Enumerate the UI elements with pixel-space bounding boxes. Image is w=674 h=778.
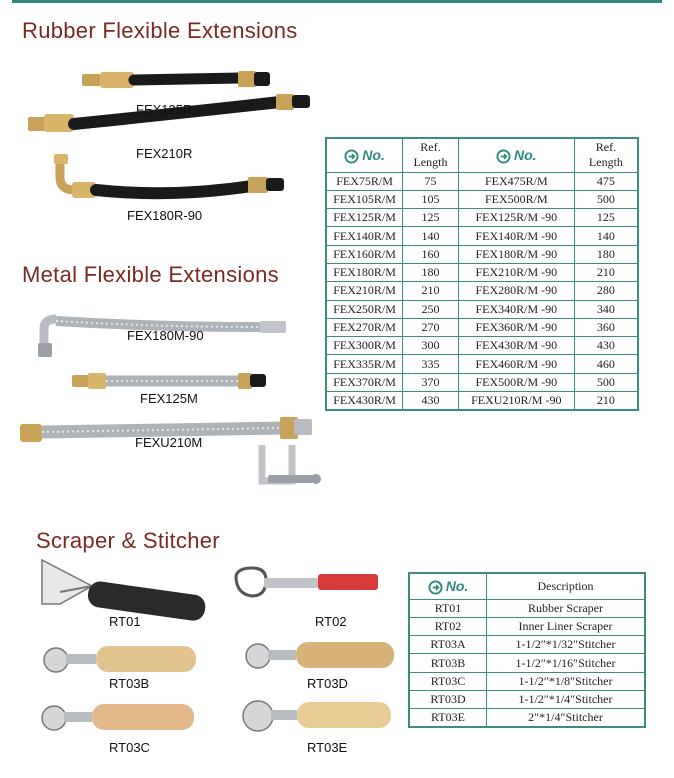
tools-table-row bbox=[409, 690, 645, 708]
header-no-1 bbox=[326, 138, 403, 172]
cell-no1: FEX75R/M bbox=[326, 172, 403, 190]
label-rt03d: RT03D bbox=[307, 676, 348, 691]
header-tool-no-label: No. bbox=[445, 577, 469, 594]
cell-no2: FEX460R/M -90 bbox=[458, 355, 574, 373]
label-fex210r: FEX210R bbox=[136, 146, 193, 161]
cell-no1: FEX370R/M bbox=[326, 373, 403, 391]
cell-no: RT03A bbox=[409, 636, 487, 654]
cell-len2: 340 bbox=[574, 300, 638, 318]
cell-no2: FEX360R/M -90 bbox=[458, 318, 574, 336]
tools-table-row bbox=[409, 617, 645, 635]
cell-no2: FEX125R/M -90 bbox=[458, 209, 574, 227]
cell-no2: FEX340R/M -90 bbox=[458, 300, 574, 318]
tools-table-row bbox=[409, 599, 645, 617]
extensions-table-row bbox=[326, 209, 638, 227]
extensions-table-row bbox=[326, 263, 638, 281]
extensions-table-row bbox=[326, 227, 638, 245]
cell-len1: 105 bbox=[403, 190, 459, 208]
cell-len2: 360 bbox=[574, 318, 638, 336]
circle-arrow-logo-icon bbox=[344, 149, 359, 164]
header-ref-length-2 bbox=[574, 138, 638, 172]
cell-no: RT03B bbox=[409, 654, 487, 672]
cell-no1: FEX300R/M bbox=[326, 337, 403, 355]
cell-description: 1-1/2″*1/4″Stitcher bbox=[487, 690, 646, 708]
extensions-table-row bbox=[326, 373, 638, 391]
cell-len1: 300 bbox=[403, 337, 459, 355]
cell-len2: 180 bbox=[574, 245, 638, 263]
label-fex125m: FEX125M bbox=[140, 391, 198, 406]
cell-no2: FEX430R/M -90 bbox=[458, 337, 574, 355]
extensions-table-row bbox=[326, 355, 638, 373]
cell-len2: 500 bbox=[574, 190, 638, 208]
cell-no1: FEX180R/M bbox=[326, 263, 403, 281]
cell-len1: 335 bbox=[403, 355, 459, 373]
cell-description: 1-1/2″*1/32″Stitcher bbox=[487, 636, 646, 654]
tools-table-row bbox=[409, 636, 645, 654]
cell-len2: 210 bbox=[574, 263, 638, 281]
header-ref-1: Ref. bbox=[420, 140, 441, 155]
header-ref-2: Ref. bbox=[595, 140, 617, 155]
label-fex180r90: FEX180R-90 bbox=[127, 208, 203, 223]
label-fex180m90: FEX180M-90 bbox=[127, 328, 204, 343]
cell-len1: 210 bbox=[403, 282, 459, 300]
cell-len1: 270 bbox=[403, 318, 459, 336]
cell-no1: FEX140R/M bbox=[326, 227, 403, 245]
label-rt01: RT01 bbox=[109, 614, 141, 629]
tools-table-row bbox=[409, 654, 645, 672]
cell-no2: FEX280R/M -90 bbox=[458, 282, 574, 300]
cell-description: 1-1/2″*1/8″Stitcher bbox=[487, 672, 646, 690]
label-fex125r: FEX125R bbox=[136, 102, 193, 117]
cell-no2: FEX180R/M -90 bbox=[458, 245, 574, 263]
cell-description: 2″*1/4″Stitcher bbox=[487, 709, 646, 727]
extensions-table-row bbox=[326, 172, 638, 190]
header-no-2 bbox=[458, 138, 574, 172]
cell-len2: 475 bbox=[574, 172, 638, 190]
tools-table-row bbox=[409, 709, 645, 727]
cell-no1: FEX160R/M bbox=[326, 245, 403, 263]
extensions-table-row bbox=[326, 300, 638, 318]
label-rt02: RT02 bbox=[315, 614, 347, 629]
extensions-table-row bbox=[326, 245, 638, 263]
extensions-table-row bbox=[326, 337, 638, 355]
heading-scraper-stitcher: Scraper & Stitcher bbox=[36, 528, 220, 553]
header-length-2: Length bbox=[588, 155, 623, 170]
cell-len2: 140 bbox=[574, 227, 638, 245]
label-rt03b: RT03B bbox=[109, 676, 150, 691]
cell-no2: FEXU210R/M -90 bbox=[458, 392, 574, 410]
header-tool-no bbox=[409, 573, 487, 599]
cell-no1: FEX105R/M bbox=[326, 190, 403, 208]
cell-description: Rubber Scraper bbox=[487, 599, 646, 617]
cell-no2: FEX140R/M -90 bbox=[458, 227, 574, 245]
header-no-1-label: No. bbox=[362, 146, 385, 163]
extensions-table-header bbox=[326, 138, 638, 172]
cell-len1: 430 bbox=[403, 392, 459, 410]
tools-table-row bbox=[409, 672, 645, 690]
heading-rubber-extensions: Rubber Flexible Extensions bbox=[22, 18, 298, 43]
extensions-table-row bbox=[326, 282, 638, 300]
cell-description: Inner Liner Scraper bbox=[487, 617, 646, 635]
header-no-2-label: No. bbox=[514, 146, 537, 163]
cell-len2: 500 bbox=[574, 373, 638, 391]
cell-no: RT03C bbox=[409, 672, 487, 690]
cell-no: RT03D bbox=[409, 690, 487, 708]
top-rule bbox=[12, 0, 662, 3]
cell-len1: 180 bbox=[403, 263, 459, 281]
heading-metal-extensions: Metal Flexible Extensions bbox=[22, 262, 279, 287]
cell-no2: FEX500R/M bbox=[458, 190, 574, 208]
extensions-table-row bbox=[326, 190, 638, 208]
cell-len1: 125 bbox=[403, 209, 459, 227]
extensions-table-row bbox=[326, 392, 638, 410]
header-description: Description bbox=[487, 573, 646, 599]
cell-no1: FEX270R/M bbox=[326, 318, 403, 336]
cell-len1: 250 bbox=[403, 300, 459, 318]
tools-table-header bbox=[409, 573, 645, 599]
cell-no2: FEX475R/M bbox=[458, 172, 574, 190]
label-rt03c: RT03C bbox=[109, 740, 150, 755]
cell-len2: 210 bbox=[574, 392, 638, 410]
circle-arrow-logo-icon bbox=[428, 580, 443, 595]
cell-no: RT01 bbox=[409, 599, 487, 617]
cell-len2: 125 bbox=[574, 209, 638, 227]
scraper-stitcher-photo bbox=[30, 552, 400, 762]
label-rt03e: RT03E bbox=[307, 740, 348, 755]
cell-no1: FEX430R/M bbox=[326, 392, 403, 410]
cell-len2: 280 bbox=[574, 282, 638, 300]
cell-len2: 460 bbox=[574, 355, 638, 373]
header-ref-length-1 bbox=[403, 138, 459, 172]
cell-no1: FEX125R/M bbox=[326, 209, 403, 227]
tools-table bbox=[408, 572, 646, 728]
extensions-table-row bbox=[326, 318, 638, 336]
cell-no1: FEX250R/M bbox=[326, 300, 403, 318]
cell-len1: 160 bbox=[403, 245, 459, 263]
cell-len2: 430 bbox=[574, 337, 638, 355]
cell-len1: 75 bbox=[403, 172, 459, 190]
cell-no2: FEX210R/M -90 bbox=[458, 263, 574, 281]
cell-no2: FEX500R/M -90 bbox=[458, 373, 574, 391]
cell-no1: FEX210R/M bbox=[326, 282, 403, 300]
cell-no: RT03E bbox=[409, 709, 487, 727]
cell-len1: 370 bbox=[403, 373, 459, 391]
cell-len1: 140 bbox=[403, 227, 459, 245]
label-fexu210m: FEXU210M bbox=[135, 435, 203, 450]
extensions-table bbox=[325, 137, 639, 411]
header-length-1: Length bbox=[413, 155, 448, 170]
circle-arrow-logo-icon bbox=[496, 149, 511, 164]
cell-description: 1-1/2″*1/16″Stitcher bbox=[487, 654, 646, 672]
cell-no1: FEX335R/M bbox=[326, 355, 403, 373]
cell-no: RT02 bbox=[409, 617, 487, 635]
